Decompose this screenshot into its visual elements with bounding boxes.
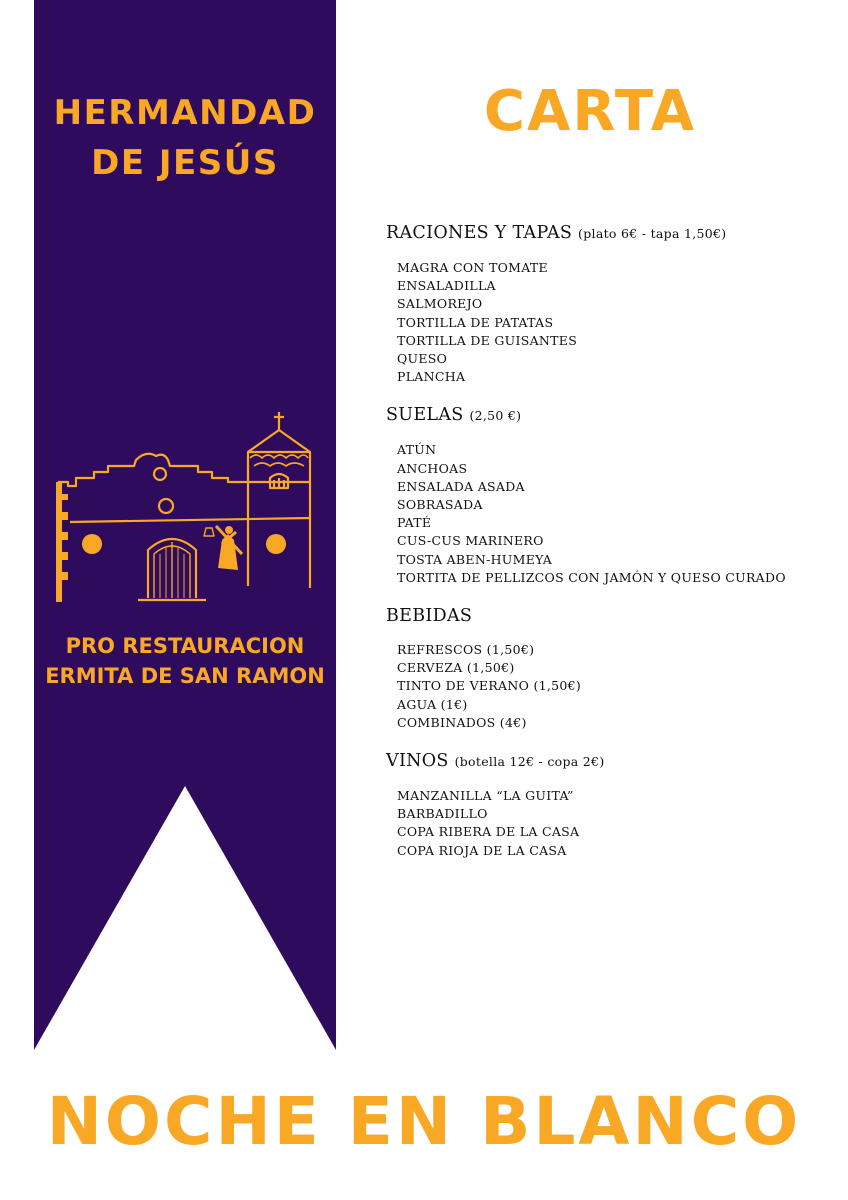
section-heading xyxy=(386,746,836,777)
menu-section xyxy=(386,400,836,587)
menu-item: QUESO xyxy=(397,351,448,367)
cause-line-1: PRO RESTAURACION xyxy=(65,634,305,658)
menu-item: MAGRA CON TOMATE xyxy=(397,260,548,275)
menu-item: TOSTA ABEN-HUMEYA xyxy=(397,551,553,567)
menu-item-list xyxy=(397,441,836,587)
menu-sections xyxy=(386,218,836,874)
menu-item: AGUA (1€) xyxy=(397,696,468,712)
menu-item: PLANCHA xyxy=(397,369,466,385)
menu-item: BARBADILLO xyxy=(397,806,488,822)
menu-item: TORTITA DE PELLIZCOS CON JAMÓN Y QUESO CURADO xyxy=(397,569,786,585)
organization-line-1: HERMANDAD xyxy=(53,93,317,133)
section-heading xyxy=(386,218,836,249)
menu-section xyxy=(386,746,836,860)
menu-item: ENSALADILLA xyxy=(397,278,496,294)
menu-item: MANZANILLA “LA GUITA” xyxy=(397,788,574,804)
event-title: NOCHE EN BLANCO xyxy=(46,1083,802,1160)
section-price-note: (botella 12€ - copa 2€) xyxy=(454,754,605,770)
menu-item: SOBRASADA xyxy=(397,497,483,513)
menu-item-list xyxy=(397,259,836,386)
menu-item: ANCHOAS xyxy=(397,460,468,476)
organization-line-2: DE JESÚS xyxy=(91,143,279,183)
section-name: VINOS xyxy=(386,751,449,772)
menu-item-list xyxy=(397,641,836,732)
menu-item: COMBINADOS (4€) xyxy=(397,714,527,730)
section-name: BEBIDAS xyxy=(386,606,473,627)
menu-item: TINTO DE VERANO (1,50€) xyxy=(397,678,582,694)
menu-item: ENSALADA ASADA xyxy=(397,478,525,494)
menu-item: COPA RIBERA DE LA CASA xyxy=(397,824,580,840)
section-price-note: (2,50 €) xyxy=(469,408,522,424)
cause-subtitle xyxy=(34,631,336,691)
section-heading xyxy=(386,400,836,431)
section-name: RACIONES Y TAPAS xyxy=(386,223,573,243)
menu-item: TORTILLA DE GUISANTES xyxy=(397,332,578,348)
menu-item: PATÉ xyxy=(397,515,432,531)
cause-line-2: ERMITA DE SAN RAMON xyxy=(45,664,325,688)
menu-item: CUS-CUS MARINERO xyxy=(397,533,544,549)
church-icon xyxy=(48,408,320,608)
menu-item: COPA RIOJA DE LA CASA xyxy=(397,842,567,858)
menu-section xyxy=(386,601,836,732)
menu-title: CARTA xyxy=(483,79,697,144)
menu-item: CERVEZA (1,50€) xyxy=(397,660,515,676)
menu-section xyxy=(386,218,836,386)
organization-title xyxy=(34,88,336,188)
menu-item: SALMOREJO xyxy=(397,296,483,312)
section-price-note: (plato 6€ - tapa 1,50€) xyxy=(578,226,727,241)
menu-item: TORTILLA DE PATATAS xyxy=(397,314,554,330)
menu-item: ATÚN xyxy=(397,442,437,458)
menu-item: REFRESCOS (1,50€) xyxy=(397,642,535,658)
section-heading xyxy=(386,601,836,631)
section-name: SUELAS xyxy=(386,405,464,426)
menu-item-list xyxy=(397,787,836,860)
